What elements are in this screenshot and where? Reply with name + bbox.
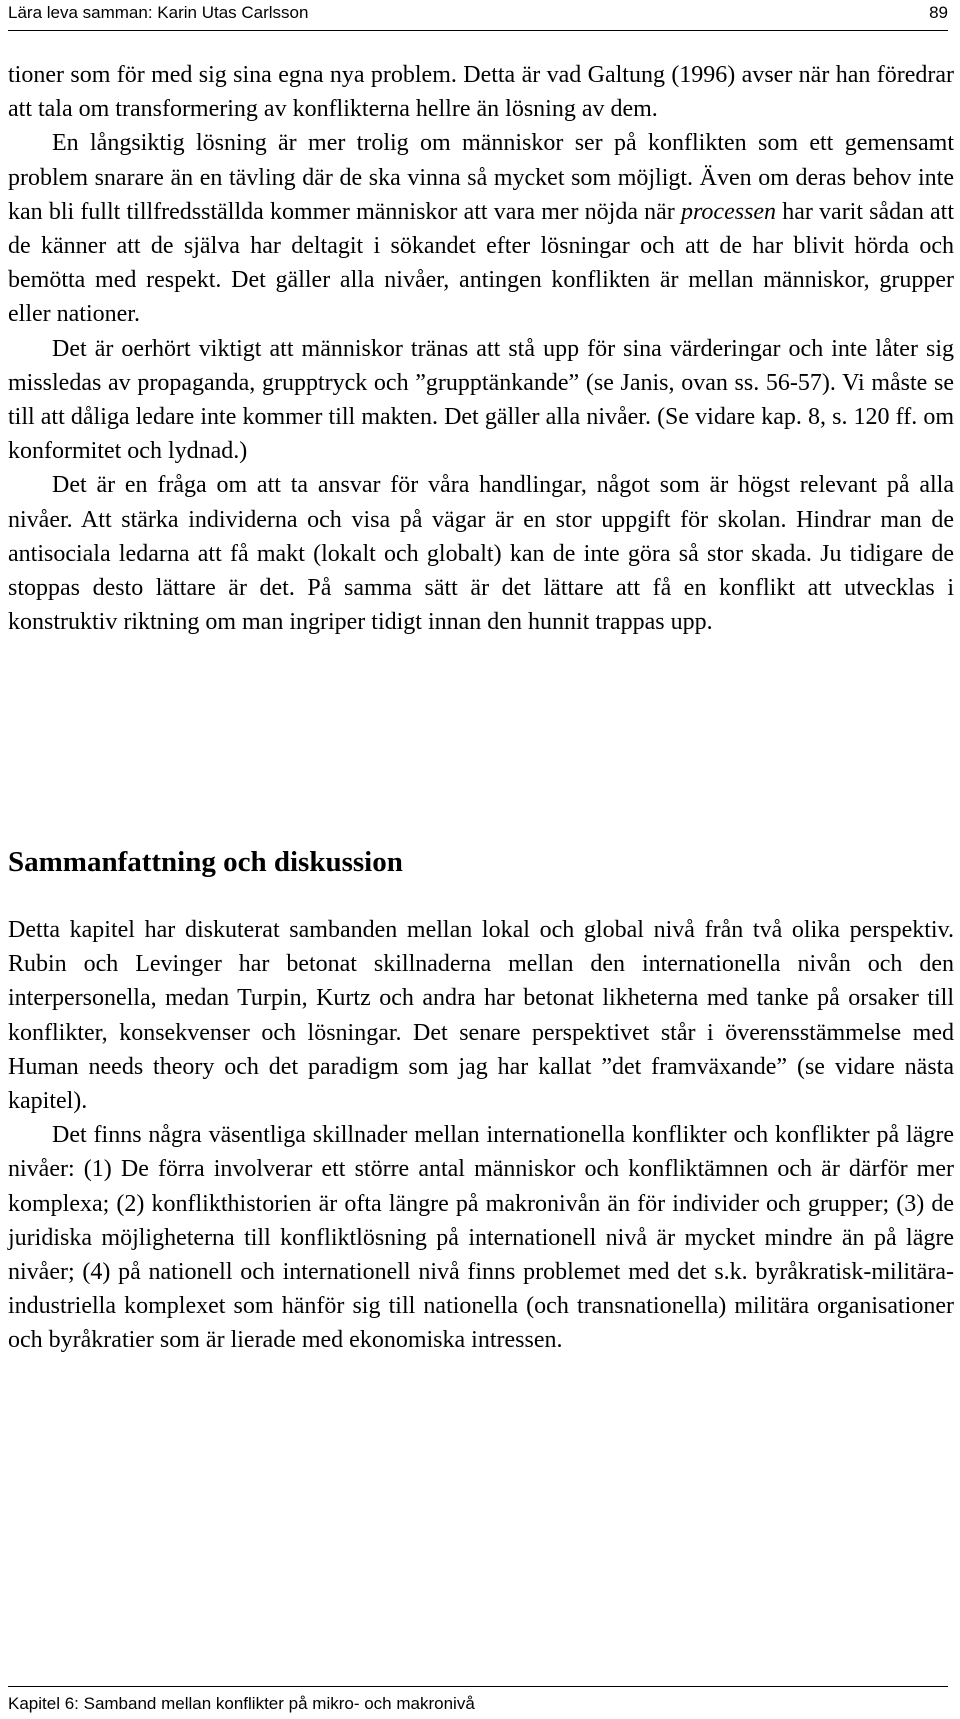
paragraph: [8, 126, 954, 331]
section-body: [8, 913, 954, 1358]
page-number: 89: [929, 3, 948, 22]
book-title: Lära leva samman: Karin Utas Carlsson: [8, 3, 309, 22]
paragraph: Detta kapitel har diskuterat sambanden mellan lokal och global nivå från två olika perspektiv. Rubin och Levinger har betonat skillnaderna mellan den internationella nivån och den interpersonella, medan Turpin, Kurtz och andra har betonat likheterna med tanke på orsaker till konflikter, konsekvenser och lösningar. Det senare perspektivet står i överensstämmelse med Human needs theory och det paradigm som jag har kallat ”det framväxande” (se vidare nästa kapitel).: [8, 917, 954, 1115]
paragraph: tioner som för med sig sina egna nya problem. Detta är vad Galtung (1996) avser när han föredrar att tala om transformering av konflikterna hellre än lösning av dem.: [8, 62, 954, 123]
paragraph-text: har varit sådan att de känner att de själva har deltagit i sökandet efter lösningar och att de har blivit hörda och bemötta med respekt. Det gäller alla nivåer, antingen konflikten är mellan människor, grupper eller nationer.: [8, 198, 954, 328]
running-header: [8, 0, 948, 31]
paragraph: Det finns några väsentliga skillnader mellan internationella konflikter och konflikter på lägre nivåer: (1) De förra involverar ett större antal människor och konfliktämnen och är därför mer komplexa; (2) konflikthistorien är ofta längre på makronivån än för individer och grupper; (3) de juridiska möjligheterna till konfliktlösning på internationell nivå är mycket mindre än på lägre nivåer; (4) på nationell och internationell nivå finns problemet med det s.k. byråkratisk-militära-industriella komplexet som hänför sig till nationella (och transnationella) militära organisationer och byråkratier som är lierade med ekonomiska intressen.: [8, 1122, 954, 1354]
running-footer: [8, 1686, 948, 1719]
paragraph: Det är en fråga om att ta ansvar för våra handlingar, något som är högst relevant på alla nivåer. Att stärka individerna och visa på vägar är en stor uppgift för skolan. Hindrar man de antisociala ledarna att få makt (lokalt och globalt) kan de inte göra så stor skada. Ju tidigare de stoppas desto lättare är det. På samma sätt är det lättare att få en konflikt att utvecklas i konstruktiv riktning om man ingriper tidigt innan den hunnit trappas upp.: [8, 472, 954, 636]
body-text: [8, 58, 954, 639]
emphasis-text: processen: [680, 198, 777, 225]
chapter-title: Kapitel 6: Samband mellan konflikter på mikro- och makronivå: [8, 1694, 475, 1713]
paragraph-text: En långsiktig lösning är mer trolig om människor ser på konflikten som ett gemensamt problem snarare än en tävling där de ska vinna så mycket som möjligt. Även om deras behov inte kan bli fullt tillfredsställda kommer människor att vara mer nöjda när: [8, 130, 954, 225]
section-heading: Sammanfattning och diskussion: [8, 846, 403, 878]
paragraph: Det är oerhört viktigt att människor tränas att stå upp för sina värderingar och inte låter sig missledas av propaganda, grupptryck och ”grupptänkande” (se Janis, ovan ss. 56-57). Vi måste se till att dåliga ledare inte kommer till makten. Det gäller alla nivåer. (Se vidare kap. 8, s. 120 ff. om konformitet och lydnad.): [8, 335, 954, 465]
